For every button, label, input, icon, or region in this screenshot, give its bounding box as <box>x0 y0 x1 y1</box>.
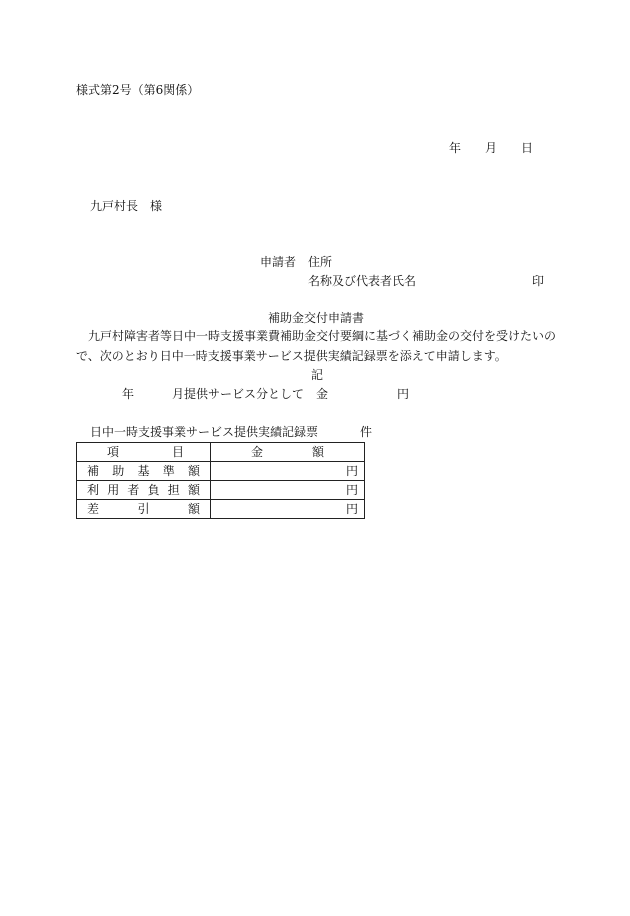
date-month-label: 月 <box>485 141 498 155</box>
header-amount-char: 金 <box>251 445 264 459</box>
label-char: 引 <box>137 502 150 516</box>
table-row <box>77 481 365 500</box>
attachment-label: 日中一時支援事業サービス提供実績記録票 <box>90 425 319 439</box>
label-char: 助 <box>112 464 125 478</box>
record-yen: 円 <box>397 387 410 401</box>
label-char: 額 <box>187 464 200 478</box>
amount-table <box>76 442 365 519</box>
seal-mark: 印 <box>532 274 545 288</box>
label-char: 負 <box>147 483 160 497</box>
addressee: 九戸村長 様 <box>90 199 163 213</box>
label-char: 者 <box>127 483 140 497</box>
label-char: 用 <box>107 483 120 497</box>
label-char: 準 <box>162 464 175 478</box>
row-label-subsidy-standard <box>77 462 211 481</box>
date-day-label: 日 <box>521 141 534 155</box>
name-label: 名称及び代表者氏名 <box>308 274 417 288</box>
header-item-char: 目 <box>171 445 184 459</box>
header-amount-char: 額 <box>311 445 324 459</box>
header-item <box>77 443 211 462</box>
address-label: 住所 <box>308 255 333 269</box>
applicant-label: 申請者 <box>260 255 297 269</box>
label-char: 利 <box>87 483 100 497</box>
table-row <box>77 500 365 519</box>
table-header-row <box>77 443 365 462</box>
header-amount <box>211 443 365 462</box>
table-row <box>77 462 365 481</box>
record-year: 年 <box>122 387 135 401</box>
label-char: 額 <box>187 502 200 516</box>
document-title: 補助金交付申請書 <box>268 311 365 325</box>
label-char: 額 <box>187 483 200 497</box>
amount-cell: 円 <box>211 500 365 519</box>
amount-cell: 円 <box>211 462 365 481</box>
label-char: 補 <box>87 464 100 478</box>
date-year-label: 年 <box>449 141 462 155</box>
ki-heading: 記 <box>311 368 324 382</box>
body-text: 九戸村障害者等日中一時支援事業費補助金交付要綱に基づく補助金の交付を受けたいので、次のとおり日中一時支援事業サービス提供実績記録票を添えて申請します。 <box>76 329 557 363</box>
label-char: 基 <box>137 464 150 478</box>
row-label-user-burden <box>77 481 211 500</box>
amount-cell: 円 <box>211 481 365 500</box>
header-item-char: 項 <box>107 445 120 459</box>
attachment-count-unit: 件 <box>360 425 373 439</box>
form-number: 様式第2号（第6関係） <box>76 83 200 97</box>
row-label-difference <box>77 500 211 519</box>
label-char: 差 <box>87 502 100 516</box>
record-text: 月提供サービス分として 金 <box>172 387 329 401</box>
label-char: 担 <box>167 483 180 497</box>
